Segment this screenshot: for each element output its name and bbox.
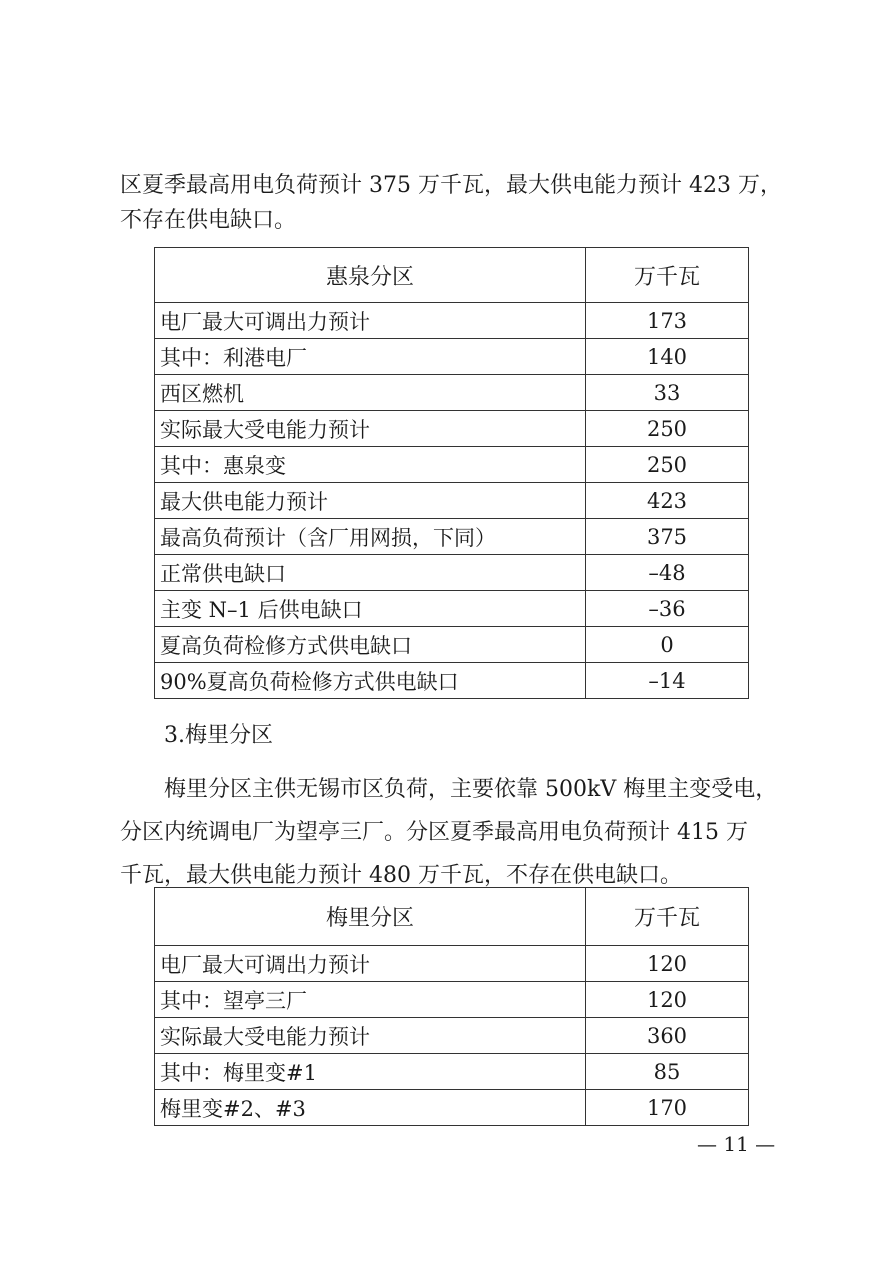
section-heading-block	[120, 718, 780, 753]
row-value: 120	[586, 946, 749, 982]
table-row	[155, 555, 749, 591]
table-row	[155, 447, 749, 483]
row-label: 最高负荷预计（含厂用网损，下同）	[155, 519, 586, 555]
row-value: –36	[586, 591, 749, 627]
table-row	[155, 946, 749, 982]
table-header-unit: 万千瓦	[586, 248, 749, 303]
row-value: 120	[586, 982, 749, 1018]
table-row	[155, 483, 749, 519]
section-line-1: 梅里分区主供无锡市区负荷，主要依靠 500kV 梅里主变受电，	[164, 777, 778, 802]
table-row	[155, 339, 749, 375]
table-header-name: 惠泉分区	[155, 248, 586, 303]
row-label: 其中：梅里变#1	[155, 1054, 586, 1090]
page-number: — 11 —	[697, 1132, 776, 1156]
row-value: –14	[586, 663, 749, 699]
row-label: 梅里变#2、#3	[155, 1090, 586, 1126]
table-row	[155, 375, 749, 411]
row-label: 90%夏高负荷检修方式供电缺口	[155, 663, 586, 699]
table-row	[155, 519, 749, 555]
row-label: 其中：惠泉变	[155, 447, 586, 483]
table-header-name: 梅里分区	[155, 888, 586, 946]
row-value: 173	[586, 303, 749, 339]
row-label: 夏高负荷检修方式供电缺口	[155, 627, 586, 663]
row-label: 最大供电能力预计	[155, 483, 586, 519]
row-value: 85	[586, 1054, 749, 1090]
row-value: 250	[586, 447, 749, 483]
table-row	[155, 1018, 749, 1054]
row-value: 170	[586, 1090, 749, 1126]
row-label: 实际最大受电能力预计	[155, 411, 586, 447]
table-header-row	[155, 888, 749, 946]
intro-paragraph	[120, 168, 780, 238]
table-row	[155, 411, 749, 447]
meili-table	[154, 887, 749, 1126]
row-value: 423	[586, 483, 749, 519]
intro-line-2: 不存在供电缺口。	[120, 208, 297, 233]
row-label: 其中：利港电厂	[155, 339, 586, 375]
row-value: 375	[586, 519, 749, 555]
table-header-row	[155, 248, 749, 303]
huiquan-table	[154, 247, 749, 699]
row-label: 实际最大受电能力预计	[155, 1018, 586, 1054]
row-value: –48	[586, 555, 749, 591]
section-heading: 3.梅里分区	[164, 723, 273, 748]
table-row	[155, 627, 749, 663]
row-label: 电厂最大可调出力预计	[155, 303, 586, 339]
table-row	[155, 1054, 749, 1090]
table-row	[155, 663, 749, 699]
row-value: 360	[586, 1018, 749, 1054]
row-value: 140	[586, 339, 749, 375]
row-label: 正常供电缺口	[155, 555, 586, 591]
section-line-2: 分区内统调电厂为望亭三厂。分区夏季最高用电负荷预计 415 万	[120, 820, 748, 845]
table-row	[155, 982, 749, 1018]
row-label: 主变 N–1 后供电缺口	[155, 591, 586, 627]
table-row	[155, 303, 749, 339]
row-value: 250	[586, 411, 749, 447]
row-value: 33	[586, 375, 749, 411]
row-label: 西区燃机	[155, 375, 586, 411]
row-value: 0	[586, 627, 749, 663]
intro-line-1: 区夏季最高用电负荷预计 375 万千瓦，最大供电能力预计 423 万，	[120, 173, 782, 198]
table-header-unit: 万千瓦	[586, 888, 749, 946]
table-row	[155, 1090, 749, 1126]
row-label: 其中：望亭三厂	[155, 982, 586, 1018]
table-row	[155, 591, 749, 627]
row-label: 电厂最大可调出力预计	[155, 946, 586, 982]
section-line-3: 千瓦，最大供电能力预计 480 万千瓦，不存在供电缺口。	[120, 863, 682, 888]
section-paragraph	[120, 772, 780, 893]
